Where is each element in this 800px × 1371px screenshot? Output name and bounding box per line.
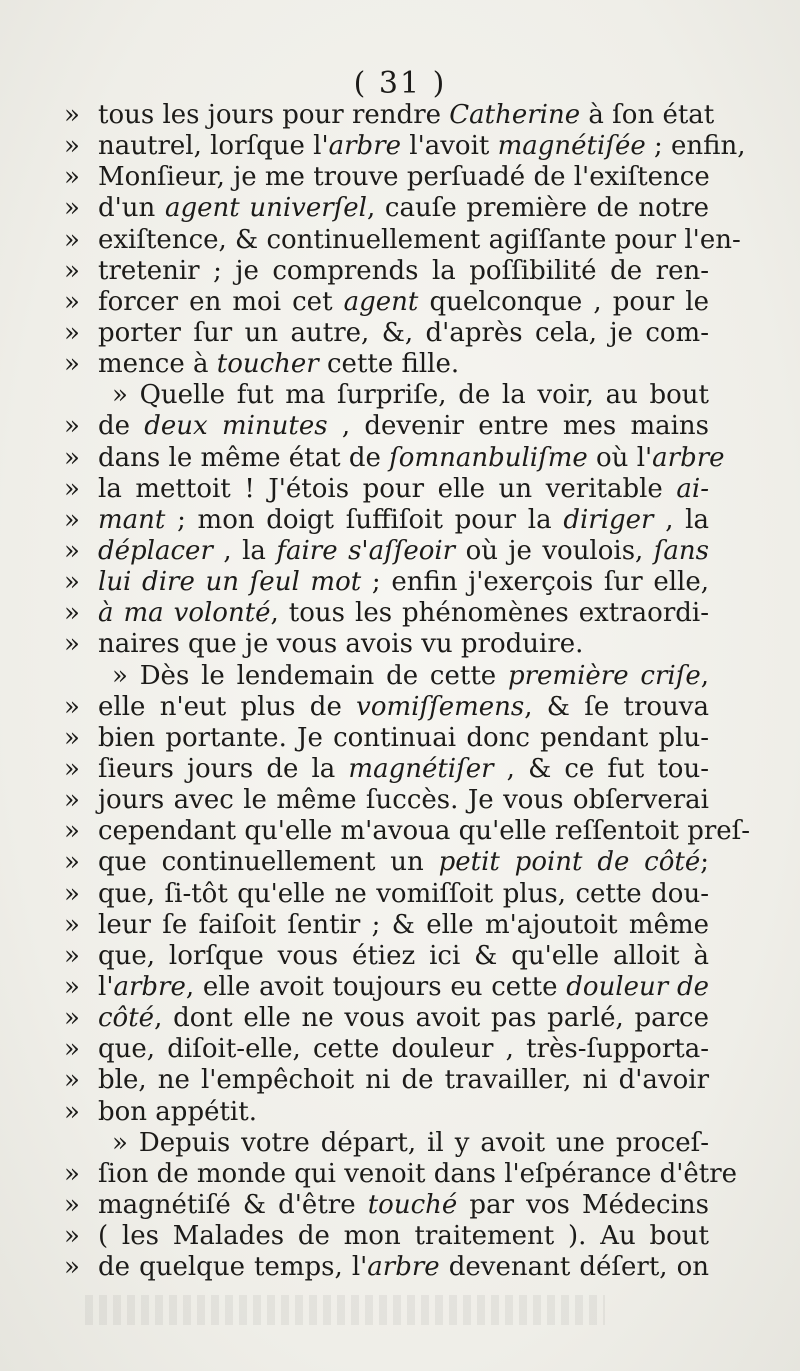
text-run: dans le même état de	[98, 442, 390, 473]
text-run: où je voulois,	[455, 535, 654, 566]
text-line	[64, 598, 709, 629]
text-run: , tous les phénomènes extraordi-	[270, 598, 709, 629]
text-line	[64, 879, 709, 910]
italic-text: petit point de côté	[438, 847, 701, 878]
quote-mark: »	[64, 753, 80, 784]
text-run: » Quelle fut ma ſurpriſe, de la voir, au bout	[112, 380, 709, 411]
text-line	[64, 162, 709, 193]
text-line	[64, 505, 709, 536]
text-run: , la	[212, 535, 277, 566]
quote-mark: »	[64, 722, 80, 753]
text-run: naires que je vous avois vu produire.	[98, 629, 584, 660]
italic-text: faire s'aſſeoir	[276, 535, 456, 566]
text-run: , dont elle ne vous avoit pas parlé, parce	[154, 1003, 709, 1034]
text-run: forcer en moi cet	[98, 286, 344, 317]
quote-mark: »	[64, 193, 80, 224]
quote-mark: »	[64, 878, 80, 909]
italic-text: à ma volonté	[98, 598, 271, 629]
text-run: leur ſe faiſoit ſentir ; & elle m'ajoutoit même	[98, 909, 709, 940]
text-run: , & ſe trouva	[524, 691, 709, 722]
text-line	[64, 692, 709, 723]
text-run: » Depuis votre départ, il y avoit une proceſ-	[112, 1127, 709, 1158]
quote-mark: »	[64, 473, 80, 504]
italic-text: deux minutes	[144, 411, 328, 442]
text-run: tretenir ; je comprends la poſſibilité de ren-	[98, 255, 709, 286]
text-line	[64, 1034, 709, 1065]
text-line	[64, 1221, 709, 1252]
text-run: cette fille.	[318, 349, 460, 380]
text-line	[64, 349, 709, 380]
text-line	[64, 380, 709, 411]
text-line	[64, 941, 709, 972]
quote-mark: »	[64, 1221, 80, 1252]
text-run: » Dès le lendemain de cette	[112, 660, 508, 691]
text-line	[64, 1252, 709, 1283]
text-run: ble, ne l'empêchoit ni de travailler, ni d'avoir	[98, 1065, 709, 1096]
text-run: cependant qu'elle m'avoua qu'elle reſſentoit preſ-	[98, 816, 751, 847]
text-run: la mettoit ! J'étois pour elle un veritable	[98, 473, 677, 504]
text-run: magnétiſé & d'être	[98, 1189, 368, 1220]
quote-mark: »	[64, 598, 80, 629]
quote-mark: »	[64, 349, 80, 380]
text-line	[64, 224, 741, 256]
text-run: ;	[700, 847, 709, 878]
text-line	[64, 256, 709, 287]
text-line	[64, 1065, 709, 1096]
text-run: tous les jours pour rendre	[98, 100, 450, 130]
italic-text: mant	[98, 504, 166, 535]
quote-mark: »	[64, 785, 80, 816]
quote-mark: »	[64, 411, 80, 442]
italic-text: ſomnanbuliſme	[389, 442, 588, 473]
text-run: bon appétit.	[98, 1096, 257, 1127]
text-run: d'un	[98, 193, 165, 224]
text-run: où l'	[587, 442, 653, 473]
quote-mark: »	[64, 1158, 80, 1189]
italic-text: lui dire un ſeul mot	[98, 567, 362, 598]
italic-text: arbre	[652, 442, 725, 473]
text-line	[64, 442, 725, 474]
quote-mark: »	[64, 442, 80, 473]
show-through	[85, 1295, 605, 1325]
italic-text: ſans	[653, 535, 710, 566]
text-line	[64, 1097, 709, 1128]
text-run: à ſon état	[580, 100, 715, 130]
quote-mark: »	[64, 1252, 80, 1283]
quote-mark: »	[64, 816, 80, 847]
text-run: , la	[653, 504, 709, 535]
italic-text: arbre	[113, 971, 186, 1002]
quote-mark: »	[64, 909, 80, 940]
italic-text: agent	[343, 286, 419, 317]
body-text	[64, 100, 751, 1283]
text-line	[64, 536, 709, 567]
text-line	[64, 847, 709, 878]
quote-mark: »	[64, 504, 80, 535]
text-run: que continuellement un	[98, 847, 439, 878]
text-run: , & ce fut tou-	[493, 753, 709, 784]
italic-text: vomiſſemens	[356, 691, 525, 722]
text-line	[64, 661, 709, 692]
text-line	[64, 816, 751, 847]
quote-mark: »	[64, 1065, 80, 1096]
text-run: ; mon doigt ſuffiſoit pour la	[165, 504, 564, 535]
italic-text: côté	[98, 1003, 155, 1034]
quote-mark: »	[64, 1034, 80, 1065]
italic-text: arbre	[328, 131, 402, 162]
quote-mark: »	[64, 286, 80, 317]
text-run: Monſieur, je me trouve perſuadé de l'exiſtence	[98, 162, 710, 193]
text-line	[64, 318, 709, 349]
text-run: ; enfin j'exerçois ſur elle,	[361, 567, 710, 598]
text-run: ſieurs jours de la	[98, 753, 349, 784]
italic-text: diriger	[563, 504, 654, 535]
text-line	[64, 131, 746, 162]
text-line	[64, 754, 709, 785]
text-run: ,	[700, 660, 709, 691]
text-run: bien portante. Je continuai donc pendant plu-	[98, 722, 709, 753]
text-run: , elle avoit toujours eu cette	[185, 971, 567, 1002]
text-run: l'	[98, 971, 114, 1002]
text-line	[64, 474, 709, 505]
italic-text: touché	[367, 1189, 458, 1220]
quote-mark: »	[64, 1189, 80, 1220]
quote-mark: »	[64, 100, 80, 130]
quote-mark: »	[64, 567, 80, 598]
quote-mark: »	[64, 224, 80, 255]
text-line	[64, 1158, 738, 1190]
text-run: ; enfin,	[645, 131, 746, 162]
text-line	[64, 1190, 709, 1221]
quote-mark: »	[64, 131, 80, 162]
italic-text: toucher	[216, 349, 319, 380]
text-run: devenant déſert, on	[439, 1252, 709, 1283]
quote-mark: »	[64, 317, 80, 348]
text-run: , devenir entre mes mains	[327, 411, 710, 442]
text-line	[64, 411, 709, 442]
text-run: jours avec le même ſuccès. Je vous obſerverai	[98, 785, 709, 816]
text-line	[64, 629, 709, 660]
text-run: par vos Médecins	[457, 1189, 709, 1220]
text-line	[64, 1128, 709, 1159]
italic-text: déplacer	[98, 535, 213, 566]
quote-mark: »	[64, 162, 80, 193]
italic-text: magnétiſer	[348, 753, 494, 784]
quote-mark: »	[64, 847, 80, 878]
text-run: de quelque temps, l'	[98, 1252, 368, 1283]
text-line	[64, 723, 709, 754]
italic-text: douleur de	[566, 971, 709, 1002]
text-run: que, diſoit-elle, cette douleur , très-ſupporta-	[98, 1034, 709, 1065]
quote-mark: »	[64, 971, 80, 1002]
text-line	[64, 567, 709, 598]
text-run: nautrel, lorſque l'	[98, 131, 329, 162]
text-line	[64, 287, 709, 318]
italic-text: première criſe	[507, 660, 701, 691]
text-line	[64, 1003, 709, 1034]
text-run: mence à	[98, 349, 217, 380]
text-line	[64, 910, 709, 941]
italic-text: magnétiſée	[497, 131, 646, 162]
quote-mark: »	[64, 940, 80, 971]
text-run: de	[98, 411, 145, 442]
quote-mark: »	[64, 535, 80, 566]
italic-text: Catherine	[449, 100, 581, 130]
quote-mark: »	[64, 1096, 80, 1127]
text-run: que, lorſque vous étiez ici & qu'elle alloit à	[98, 940, 709, 971]
text-line	[64, 785, 709, 816]
page-number: ( 31 )	[353, 66, 447, 101]
text-run: quelconque , pour le	[418, 286, 710, 317]
text-run: que, ſi-tôt qu'elle ne vomiſſoit plus, cette dou-	[98, 878, 709, 909]
quote-mark: »	[64, 1003, 80, 1034]
text-line	[64, 193, 709, 224]
quote-mark: »	[64, 691, 80, 722]
quote-mark: »	[64, 629, 80, 660]
italic-text: agent univerſel	[164, 193, 367, 224]
text-run: ſion de monde qui venoit dans l'eſpérance d'être	[98, 1158, 738, 1189]
text-run: ( les Malades de mon traitement ). Au bout	[98, 1221, 709, 1252]
text-run: , cauſe première de notre	[366, 193, 710, 224]
text-run: exiſtence, & continuellement agiſſante pour l'en-	[98, 224, 741, 255]
text-line	[64, 972, 709, 1003]
text-run: porter ſur un autre, &, d'après cela, je com-	[98, 317, 709, 348]
italic-text: arbre	[367, 1252, 440, 1283]
quote-mark: »	[64, 255, 80, 286]
italic-text: ai-	[676, 473, 709, 504]
text-run: elle n'eut plus de	[98, 691, 357, 722]
text-run: l'avoit	[401, 131, 498, 162]
text-line	[64, 100, 715, 131]
